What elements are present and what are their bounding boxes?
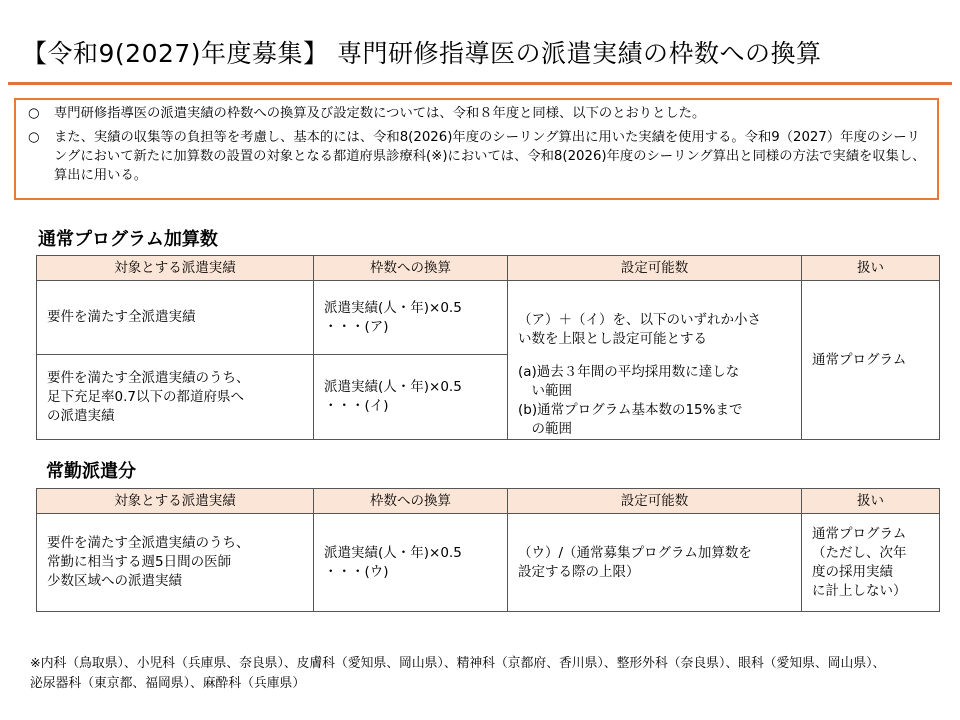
handling-cell <box>802 514 940 612</box>
cell-line: ・・・(ウ) <box>324 563 389 580</box>
cell-line: い数を上限とし設定可能とする <box>518 331 707 347</box>
column-header: 扱い <box>802 256 940 281</box>
cell-line: ・・・(ア) <box>324 318 389 335</box>
column-header: 設定可能数 <box>508 489 802 514</box>
conversion-cell <box>314 514 508 612</box>
conversion-cell <box>314 281 508 355</box>
cell-line: 要件を満たす全派遣実績のうち、 <box>47 369 250 386</box>
cell-line: ・・・(イ) <box>324 398 389 415</box>
cell-line: （ただし、次年 <box>812 544 907 561</box>
column-header: 枠数への換算 <box>314 256 508 281</box>
cell-line: 常勤に相当する週5日間の医師 <box>47 554 232 570</box>
cell-line: 度の採用実績 <box>812 563 893 580</box>
target-cell <box>37 514 314 612</box>
cell-line: 設定する際の上限） <box>518 563 640 580</box>
summary-text: また、実績の収集等の負担等を考慮し、基本的には、令和8(2026)年度のシーリング算出に用いた実績を使用する。令和9（2027）年度のシーリングにおいて新たに加算数の設置の対象となる都道府県診療科(※)においては、令和8(2026)年度のシーリング算出と同様の方法で実績を収集し、算出に用いる。 <box>54 130 926 183</box>
cell-line: (a)過去３年間の平均採用数に達しな <box>518 364 740 380</box>
normal-program-table <box>36 255 940 440</box>
summary-bullet <box>28 104 927 123</box>
cell-line: 要件を満たす全派遣実績 <box>47 309 196 326</box>
cell-line: の派遣実績 <box>47 407 115 424</box>
section-title-normal-program: 通常プログラム加算数 <box>38 229 218 250</box>
fulltime-dispatch-table <box>36 488 940 612</box>
cell-line: （ウ）/（通常募集プログラム加算数を <box>518 544 752 561</box>
footnote-line: 泌尿器科（東京都、福岡県）、麻酔科（兵庫県） <box>30 676 306 691</box>
summary-text: 専門研修指導医の派遣実績の枠数への換算及び設定数については、令和８年度と同様、以下のとおりとした。 <box>54 106 706 121</box>
cell-line: 派遣実績(人・年)×0.5 <box>324 299 462 316</box>
cell-line: 派遣実績(人・年)×0.5 <box>324 544 462 561</box>
cell-line: い範囲 <box>518 383 572 399</box>
cell-line: 要件を満たす全派遣実績のうち、 <box>47 535 250 551</box>
cell-line: 足下充足率0.7以下の都道府県へ <box>47 388 244 405</box>
section-title-fulltime-dispatch: 常勤派遣分 <box>46 461 136 482</box>
cell-line: の範囲 <box>518 421 572 437</box>
cell-line: 少数区域への派遣実績 <box>47 573 182 589</box>
settable-cell <box>508 514 802 612</box>
column-header: 対象とする派遣実績 <box>37 256 314 281</box>
cell-line: 派遣実績(人・年)×0.5 <box>324 379 462 396</box>
summary-box <box>14 98 939 200</box>
title-divider <box>8 82 952 85</box>
footnote-line: ※内科（鳥取県）、小児科（兵庫県、奈良県）、皮膚科（愛知県、岡山県）、精神科（京都府、香川県）、整形外科（奈良県）、眼科（愛知県、岡山県）、 <box>30 656 886 671</box>
conversion-cell <box>314 355 508 440</box>
footnote <box>30 654 950 694</box>
table-header-row <box>37 256 940 281</box>
cell-line: 通常プログラム <box>812 525 907 542</box>
column-header: 設定可能数 <box>508 256 802 281</box>
settable-cell <box>508 281 802 440</box>
table-row <box>37 514 940 612</box>
cell-spacer <box>518 349 791 363</box>
target-cell <box>37 281 314 355</box>
bullet-marker: ○ <box>28 106 40 121</box>
handling-cell <box>802 281 940 440</box>
column-header: 対象とする派遣実績 <box>37 489 314 514</box>
table-row <box>37 281 940 355</box>
column-header: 扱い <box>802 489 940 514</box>
bullet-marker: ○ <box>28 130 40 145</box>
cell-line: (b)通常プログラム基本数の15%まで <box>518 402 743 418</box>
column-header: 枠数への換算 <box>314 489 508 514</box>
cell-line: に計上しない） <box>812 582 907 599</box>
summary-bullet <box>28 128 927 185</box>
page-title: 【令和9(2027)年度募集】 専門研修指導医の派遣実績の枠数への換算 <box>22 39 822 68</box>
target-cell <box>37 355 314 440</box>
table-header-row <box>37 489 940 514</box>
cell-line: 通常プログラム <box>812 351 907 368</box>
cell-line: （ア）＋（イ）を、以下のいずれか小さ <box>518 312 761 328</box>
